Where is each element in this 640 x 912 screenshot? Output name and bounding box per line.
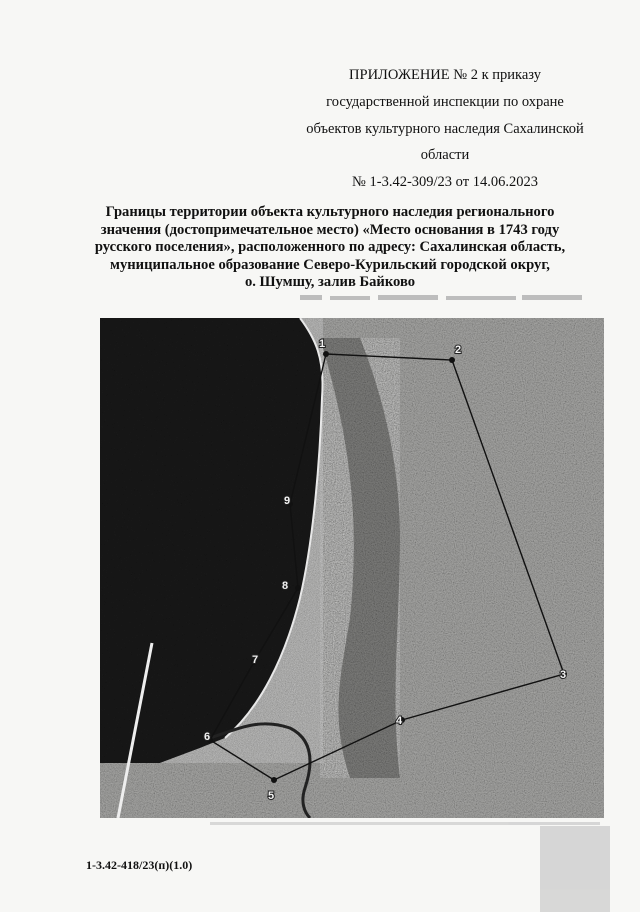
document-code: 1-3.42-418/23(п)(1.0) [86,858,193,872]
scan-artifact [200,820,610,912]
map-image [100,318,604,818]
point-label: 3 [560,669,567,681]
point-label: 7 [252,654,259,666]
point-marker [295,585,301,591]
scan-artifact [260,292,590,304]
point-marker [271,777,277,783]
title-line-2: значения (достопримечательное место) «Место основания в 1743 году [100,221,560,238]
title-line-1: Границы территории объекта культурного наследия регионального [105,204,555,220]
appendix-line-2: государственной инспекции по охране [326,93,564,110]
point-marker [323,351,329,357]
title-line-3: русского поселения», расположенного по адресу: Сахалинская область, [94,239,566,256]
point-label: 5 [268,790,275,802]
title-line-4: муниципальное образование Северо-Курильский городской округ, [110,256,550,273]
point-label: 8 [282,580,289,592]
title-line-5: о. Шумшу, залив Байково [244,274,416,291]
appendix-line-5: № 1-3.42-309/23 от 14.06.2023 [352,174,538,191]
appendix-header [290,62,600,196]
document-title [80,204,580,292]
point-label: 1 [319,338,326,350]
satellite-map [100,318,604,818]
point-label: 6 [204,731,211,743]
point-marker [449,357,455,363]
appendix-line-3: объектов культурного наследия Сахалинской [306,120,584,137]
point-label: 2 [455,344,462,356]
point-label: 9 [284,495,291,507]
appendix-line-1: ПРИЛОЖЕНИЕ № 2 к приказу [349,67,541,83]
point-label: 4 [396,715,403,727]
appendix-line-4: области [420,147,470,164]
